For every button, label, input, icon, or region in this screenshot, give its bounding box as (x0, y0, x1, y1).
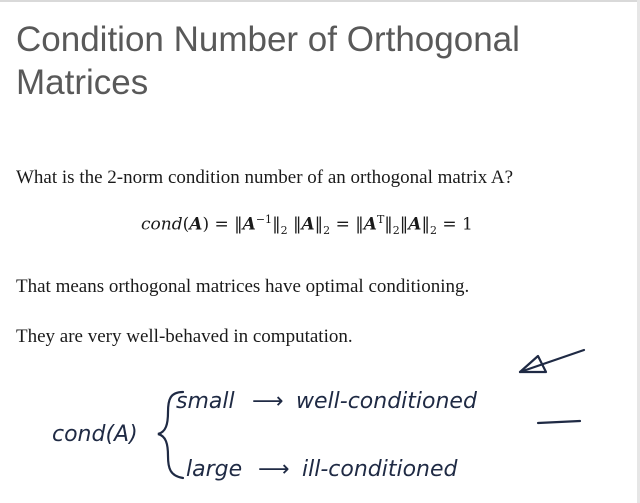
formula-transpose-sup: T (376, 213, 385, 226)
statement-optimal: That means orthogonal matrices have optimal conditioning. (16, 276, 470, 297)
pen-cursor-icon (520, 356, 546, 372)
question-text: What is the 2-norm condition number of an orthogonal matrix A? (16, 167, 514, 188)
dash-mark (538, 421, 580, 423)
statement-well-behaved: They are very well-behaved in computation. (16, 326, 353, 347)
row1-well-conditioned: well-conditioned (296, 389, 477, 414)
row2-ill-conditioned: ill-conditioned (302, 457, 458, 482)
formula-result: 1 (462, 214, 473, 235)
cond-label: cond(A) (52, 422, 138, 447)
formula-norm-sub: 2 (392, 224, 400, 238)
formula-norm-sub: 2 (280, 224, 288, 238)
formula-matrix: A (242, 214, 256, 235)
row2-arrow: ⟶ (258, 457, 290, 482)
formula-equals: = (209, 214, 235, 235)
slide-title: Condition Number of Orthogonal Matrices (16, 20, 520, 102)
formula-matrix: A (363, 214, 377, 235)
formula-matrix: A (189, 214, 203, 235)
formula-open-paren: ( (182, 214, 190, 235)
formula-norm-sub: 2 (323, 224, 331, 238)
row1-small: small (176, 389, 235, 414)
formula-cond: cond (141, 214, 183, 235)
condition-formula: cond(A) = $‖A^{-1}‖_2$ $‖A‖_2$ = $‖A^T‖_2‖A‖_2 = 1$ (141, 213, 473, 238)
formula-matrix: A (408, 214, 422, 235)
pen-stroke (520, 350, 584, 372)
formula-close-paren: ) (202, 214, 210, 235)
formula-equals: = (330, 214, 356, 235)
formula-inverse-sup: −1 (255, 213, 273, 226)
formula-equals: = (436, 214, 463, 235)
row2-large: large (186, 457, 243, 482)
formula-norm-sub: 2 (429, 224, 437, 238)
formula-matrix: A (301, 214, 315, 235)
row1-arrow: ⟶ (252, 389, 284, 414)
